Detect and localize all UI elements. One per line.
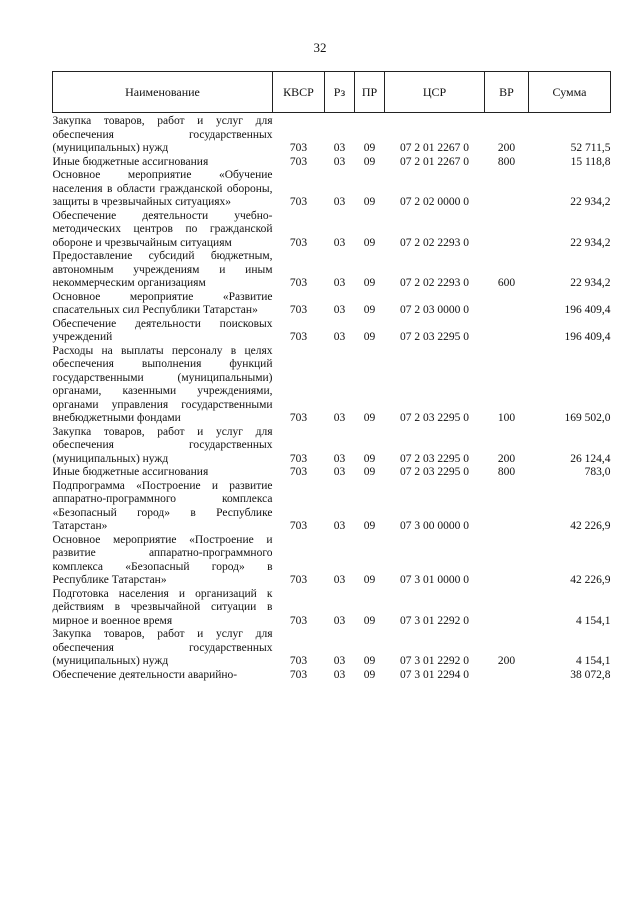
- header-vr: ВР: [485, 72, 529, 113]
- cell-sum: 42 226,9: [570, 574, 611, 586]
- cell-vr: 800: [497, 155, 516, 168]
- cell-name: Закупка товаров, работ и услуг для обеспечения государственных (муниципальных) нужд: [52, 628, 273, 667]
- table-row: [53, 534, 611, 588]
- table-header-row: [53, 72, 611, 113]
- cell-sum: 4 154,1: [576, 655, 611, 667]
- cell-pr: 09: [363, 196, 376, 208]
- cell-kvsr: 703: [289, 331, 308, 343]
- cell-name: Расходы на выплаты персоналу в целях обеспечения выполнения функций государственными (муниципальными) органами, казенными учреждениями, органами управления государственными внебюджетными фондами: [52, 344, 273, 424]
- header-kvsr: КВСР: [273, 72, 325, 113]
- cell-csr: 07 3 01 2294 0: [400, 668, 469, 681]
- cell-pr: 09: [363, 331, 376, 343]
- cell-kvsr: 703: [289, 466, 308, 478]
- cell-rz: 03: [333, 196, 346, 208]
- cell-vr: 200: [497, 655, 516, 667]
- cell-vr: [485, 480, 529, 534]
- cell-vr: [485, 534, 529, 588]
- cell-pr: 09: [363, 520, 376, 532]
- table-row: [53, 250, 611, 291]
- cell-kvsr: 703: [289, 236, 308, 249]
- table-row: [53, 291, 611, 318]
- table-row: [53, 318, 611, 345]
- cell-rz: 03: [333, 520, 346, 532]
- cell-rz: 03: [333, 655, 346, 667]
- cell-sum: 196 409,4: [564, 304, 611, 316]
- cell-pr: 09: [363, 304, 376, 316]
- cell-name: Обеспечение деятельности поисковых учреждений: [52, 317, 273, 343]
- cell-pr: 09: [363, 277, 376, 289]
- cell-name: Предоставление субсидий бюджетным, автономным учреждениям и иным некоммерческим организациям: [52, 250, 273, 289]
- cell-name: Основное мероприятие «Обучение населения в области гражданской обороны, защиты в чрезвычайных ситуациях»: [52, 169, 273, 208]
- cell-rz: 03: [333, 155, 346, 168]
- cell-csr: 07 2 02 2293 0: [400, 277, 469, 289]
- cell-sum: 42 226,9: [570, 520, 611, 532]
- table-row: [53, 210, 611, 251]
- cell-pr: 09: [363, 614, 376, 627]
- cell-kvsr: 703: [289, 277, 308, 289]
- cell-rz: 03: [333, 331, 346, 343]
- cell-rz: 03: [333, 668, 346, 681]
- table-row: [53, 466, 611, 480]
- cell-pr: 09: [363, 142, 376, 154]
- cell-pr: 09: [363, 452, 376, 465]
- cell-name: Обеспечение деятельности учебно-методических центров по гражданской обороне и чрезвычайным ситуациям: [52, 209, 273, 249]
- cell-csr: 07 2 01 2267 0: [400, 142, 469, 154]
- cell-vr: [485, 169, 529, 210]
- table-row: [53, 480, 611, 534]
- cell-vr: 600: [497, 277, 516, 289]
- cell-pr: 09: [363, 574, 376, 586]
- cell-kvsr: 703: [289, 155, 308, 168]
- cell-kvsr: 703: [289, 655, 308, 667]
- header-csr: ЦСР: [385, 72, 485, 113]
- cell-sum: 169 502,0: [564, 412, 611, 424]
- cell-rz: 03: [333, 304, 346, 316]
- cell-rz: 03: [333, 277, 346, 289]
- cell-vr: [485, 318, 529, 345]
- cell-csr: 07 3 01 2292 0: [400, 655, 469, 667]
- cell-csr: 07 3 00 0000 0: [400, 520, 469, 532]
- cell-rz: 03: [333, 142, 346, 154]
- cell-pr: 09: [363, 412, 376, 424]
- cell-sum: 4 154,1: [576, 614, 611, 627]
- cell-sum: 22 934,2: [570, 277, 611, 289]
- cell-csr: 07 2 02 0000 0: [400, 196, 469, 208]
- cell-kvsr: 703: [289, 452, 308, 465]
- cell-csr: 07 2 03 2295 0: [400, 452, 469, 465]
- cell-kvsr: 703: [289, 196, 308, 208]
- cell-rz: 03: [333, 236, 346, 249]
- cell-name: Основное мероприятие «Построение и развитие аппаратно-программного комплекса «Безопасный город» в Республике Татарстан»: [52, 533, 273, 586]
- cell-name: Иные бюджетные ассигнования: [52, 155, 209, 168]
- cell-pr: 09: [363, 466, 376, 478]
- cell-kvsr: 703: [289, 520, 308, 532]
- table-row: [53, 169, 611, 210]
- table-row: [53, 156, 611, 170]
- cell-pr: 09: [363, 236, 376, 249]
- cell-sum: 22 934,2: [570, 236, 611, 249]
- table-row: [53, 588, 611, 629]
- cell-name: Основное мероприятие «Развитие спасательных сил Республики Татарстан»: [52, 290, 273, 316]
- cell-kvsr: 703: [289, 142, 308, 154]
- cell-name: Подпрограмма «Построение и развитие аппаратно-программного комплекса «Безопасный город» в Республике Татарстан»: [52, 479, 273, 532]
- cell-csr: 07 3 01 0000 0: [400, 574, 469, 586]
- cell-kvsr: 703: [289, 668, 308, 681]
- cell-vr: [485, 210, 529, 251]
- cell-csr: 07 3 01 2292 0: [400, 614, 469, 627]
- header-pr: ПР: [355, 72, 385, 113]
- cell-kvsr: 703: [289, 412, 308, 424]
- cell-vr: 800: [497, 466, 516, 478]
- cell-sum: 15 118,8: [570, 155, 611, 168]
- cell-vr: 200: [497, 142, 516, 154]
- cell-name: Закупка товаров, работ и услуг для обеспечения государственных (муниципальных) нужд: [52, 425, 273, 465]
- cell-kvsr: 703: [289, 614, 308, 627]
- header-rz: Рз: [325, 72, 355, 113]
- table-row: [53, 669, 611, 683]
- cell-sum: 52 711,5: [570, 142, 611, 154]
- cell-rz: 03: [333, 574, 346, 586]
- cell-rz: 03: [333, 614, 346, 627]
- table-row: [53, 426, 611, 467]
- cell-csr: 07 2 01 2267 0: [400, 155, 469, 168]
- cell-rz: 03: [333, 466, 346, 478]
- cell-sum: 783,0: [584, 466, 611, 478]
- cell-csr: 07 2 03 2295 0: [400, 412, 469, 424]
- header-name: Наименование: [53, 72, 273, 113]
- cell-vr: [485, 669, 529, 683]
- cell-csr: 07 2 03 2295 0: [400, 331, 469, 343]
- cell-sum: 38 072,8: [570, 668, 611, 681]
- table-row: [53, 113, 611, 156]
- cell-pr: 09: [363, 655, 376, 667]
- table-body: [53, 113, 611, 683]
- cell-kvsr: 703: [289, 304, 308, 316]
- cell-rz: 03: [333, 412, 346, 424]
- cell-name: Иные бюджетные ассигнования: [52, 466, 209, 478]
- cell-vr: [485, 291, 529, 318]
- header-sum: Сумма: [529, 72, 611, 113]
- cell-name: Подготовка населения и организаций к действиям в чрезвычайной ситуации в мирное и военное время: [52, 587, 273, 627]
- table-row: [53, 345, 611, 426]
- cell-sum: 196 409,4: [564, 331, 611, 343]
- cell-csr: 07 2 02 2293 0: [400, 236, 469, 249]
- table-row: [53, 628, 611, 669]
- budget-table: [52, 71, 611, 682]
- cell-vr: [485, 588, 529, 629]
- cell-kvsr: 703: [289, 574, 308, 586]
- cell-csr: 07 2 03 0000 0: [400, 304, 469, 316]
- cell-pr: 09: [363, 155, 376, 168]
- cell-rz: 03: [333, 452, 346, 465]
- page-number: 32: [313, 40, 327, 55]
- cell-csr: 07 2 03 2295 0: [400, 466, 469, 478]
- cell-sum: 26 124,4: [570, 452, 611, 465]
- cell-vr: 100: [497, 412, 516, 424]
- cell-pr: 09: [363, 668, 376, 681]
- cell-vr: 200: [497, 452, 516, 465]
- cell-sum: 22 934,2: [570, 196, 611, 208]
- cell-name: Закупка товаров, работ и услуг для обеспечения государственных (муниципальных) нужд: [52, 115, 273, 154]
- cell-name: Обеспечение деятельности аварийно-: [52, 668, 238, 681]
